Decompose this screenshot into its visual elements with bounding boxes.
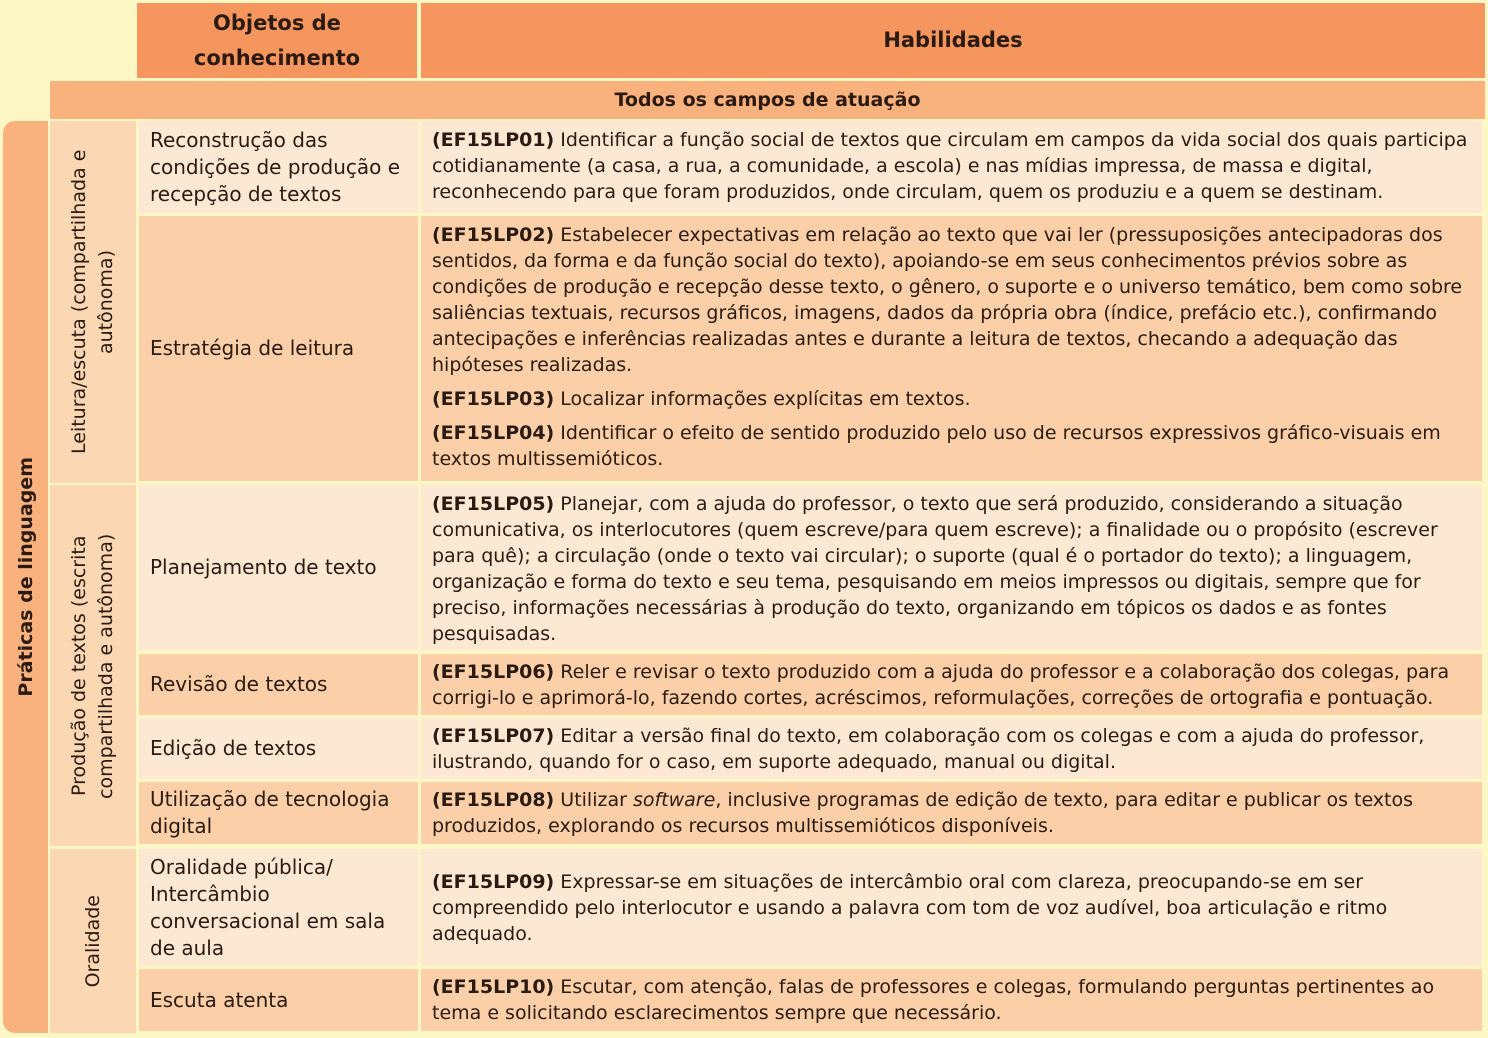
group-producao-label: Produção de textos (escrita compartilhada e autônoma) <box>68 532 117 799</box>
header-objetos-label: Objetos de conhecimento <box>193 10 361 70</box>
habilidade-item <box>432 787 1471 839</box>
habilidade-text: Escutar, com atenção, falas de professores e colegas, formulando perguntas pertinentes ao tema e solicitando esclarecimentos sempre que necessário. <box>432 976 1435 1024</box>
habilidade-code: (EF15LP04) <box>432 422 555 444</box>
habilidade-cell <box>421 121 1482 213</box>
habilidade-text: Expressar-se em situações de intercâmbio oral com clareza, preocupando-se em ser compreendido pelo interlocutor e usando a palavra com tom de voz audível, boa articulação e ritmo adequado. <box>432 870 1388 945</box>
header-habilidades-label: Habilidades <box>883 28 1023 52</box>
objeto-cell <box>139 849 418 966</box>
habilidade-item <box>432 420 1471 472</box>
group-oralidade <box>50 849 136 1033</box>
objeto-text: Reconstrução das condições de produção e recepção de textos <box>150 127 401 206</box>
objeto-cell <box>139 718 418 779</box>
habilidade-cell <box>421 718 1482 779</box>
objeto-cell <box>139 969 418 1031</box>
habilidade-text: Identificar o efeito de sentido produzido pelo uso de recursos expressivos gráfico-visuais em textos multissemióticos. <box>432 422 1441 470</box>
objeto-cell <box>139 121 418 213</box>
habilidade-text: Editar a versão final do texto, em colaboração com os colegas e com a ajuda do professor, ilustrando, quando for o caso, em suporte adequado, manual ou digital. <box>432 724 1425 773</box>
praticas-title: Práticas de linguagem <box>14 457 37 697</box>
habilidade-text-italic: software <box>632 789 716 811</box>
habilidade-text: Localizar informações explícitas em textos. <box>554 388 971 410</box>
objeto-text: Planejamento de texto <box>150 555 377 579</box>
habilidade-cell <box>421 485 1482 650</box>
habilidade-code: (EF15LP01) <box>432 129 555 151</box>
habilidade-item <box>432 491 1471 647</box>
habilidade-item <box>432 127 1471 205</box>
habilidade-text: Planejar, com a ajuda do professor, o texto que será produzido, considerando a situação comunicativa, os interlocutores (quem escreve/para quem escreve); a finalidade ou o propósito (escrever para quê); a circulação (onde o texto vai circular); o suporte (qual é o portador do texto); a linguagem, organização e forma do texto e seu tema, pesquisando em meios impressos ou digitais, sempre que for preciso, informações necessárias à produção do texto, organizando em tópicos os dados e as fontes pesquisadas. <box>432 493 1438 645</box>
habilidade-item <box>432 386 1471 412</box>
habilidade-item <box>432 659 1471 711</box>
habilidade-text: Utilizar <box>554 789 633 811</box>
group-leitura <box>50 121 136 483</box>
habilidade-item <box>432 869 1471 947</box>
habilidade-code: (EF15LP02) <box>432 224 555 246</box>
habilidade-text: Reler e revisar o texto produzido com a ajuda do professor e a colaboração dos colegas, para corrigi-lo e aprimorá-lo, fazendo cortes, acréscimos, reformulações, correções de ortografia e pontuação. <box>432 660 1450 709</box>
objeto-text: Edição de textos <box>150 736 317 760</box>
objeto-cell <box>139 485 418 650</box>
objeto-cell <box>139 216 418 481</box>
objeto-cell <box>139 654 418 715</box>
habilidade-text: Identificar a função social de textos que circulam em campos da vida social dos quais participa cotidianamente (a casa, a rua, a comunidade, a escola) e nas mídias impressa, de massa e digital, reconhecendo para que foram produzidos, onde circulam, quem os produziu e a quem se destinam. <box>432 129 1468 203</box>
objeto-text: Revisão de textos <box>150 672 328 696</box>
group-producao <box>50 485 136 846</box>
habilidade-code: (EF15LP07) <box>432 724 555 747</box>
campos-band-label: Todos os campos de atuação <box>614 89 921 111</box>
habilidade-item <box>432 222 1471 378</box>
habilidade-code: (EF15LP03) <box>432 388 555 410</box>
header-objetos <box>137 3 417 78</box>
habilidade-code: (EF15LP05) <box>432 493 555 515</box>
habilidade-text: , inclusive programas de edição de texto, para editar e publicar os textos produzidos, explorando os recursos multissemióticos disponíveis. <box>432 789 1414 837</box>
group-oralidade-label: Oralidade <box>81 894 104 988</box>
habilidade-cell <box>421 849 1482 966</box>
objeto-text: Escuta atenta <box>150 987 289 1012</box>
habilidade-cell <box>421 654 1482 715</box>
habilidade-item <box>432 723 1471 775</box>
habilidade-cell <box>421 216 1482 481</box>
habilidade-code: (EF15LP06) <box>432 660 555 683</box>
praticas-band <box>3 121 48 1033</box>
habilidade-item <box>432 974 1471 1026</box>
header-habilidades <box>421 3 1485 78</box>
habilidade-code: (EF15LP10) <box>432 976 555 998</box>
objeto-text: Oralidade pública/ Intercâmbio conversacional em sala de aula <box>150 854 386 960</box>
habilidade-code: (EF15LP08) <box>432 789 555 811</box>
habilidade-text: Estabelecer expectativas em relação ao texto que vai ler (pressuposições antecipadoras dos sentidos, da forma e da função social do texto), apoiando-se em seus conhecimentos prévios sobre as condições de produção e recepção desse texto, o gênero, o suporte e o universo temático, bem como sobre saliências textuais, recursos gráficos, imagens, dados da própria obra (índice, prefácio etc.), confirmando antecipações e inferências realizadas antes e durante a leitura de textos, checando a adequação das hipóteses realizadas. <box>432 224 1463 376</box>
objeto-cell <box>139 782 418 844</box>
habilidade-cell <box>421 969 1482 1031</box>
habilidade-code: (EF15LP09) <box>432 870 555 893</box>
campos-band <box>50 81 1485 119</box>
objeto-text: Utilização de tecnologia digital <box>150 787 390 838</box>
habilidade-cell <box>421 782 1482 844</box>
objeto-text: Estratégia de leitura <box>150 336 355 360</box>
group-leitura-label: Leitura/escuta (compartilhada e autônoma) <box>68 149 117 455</box>
